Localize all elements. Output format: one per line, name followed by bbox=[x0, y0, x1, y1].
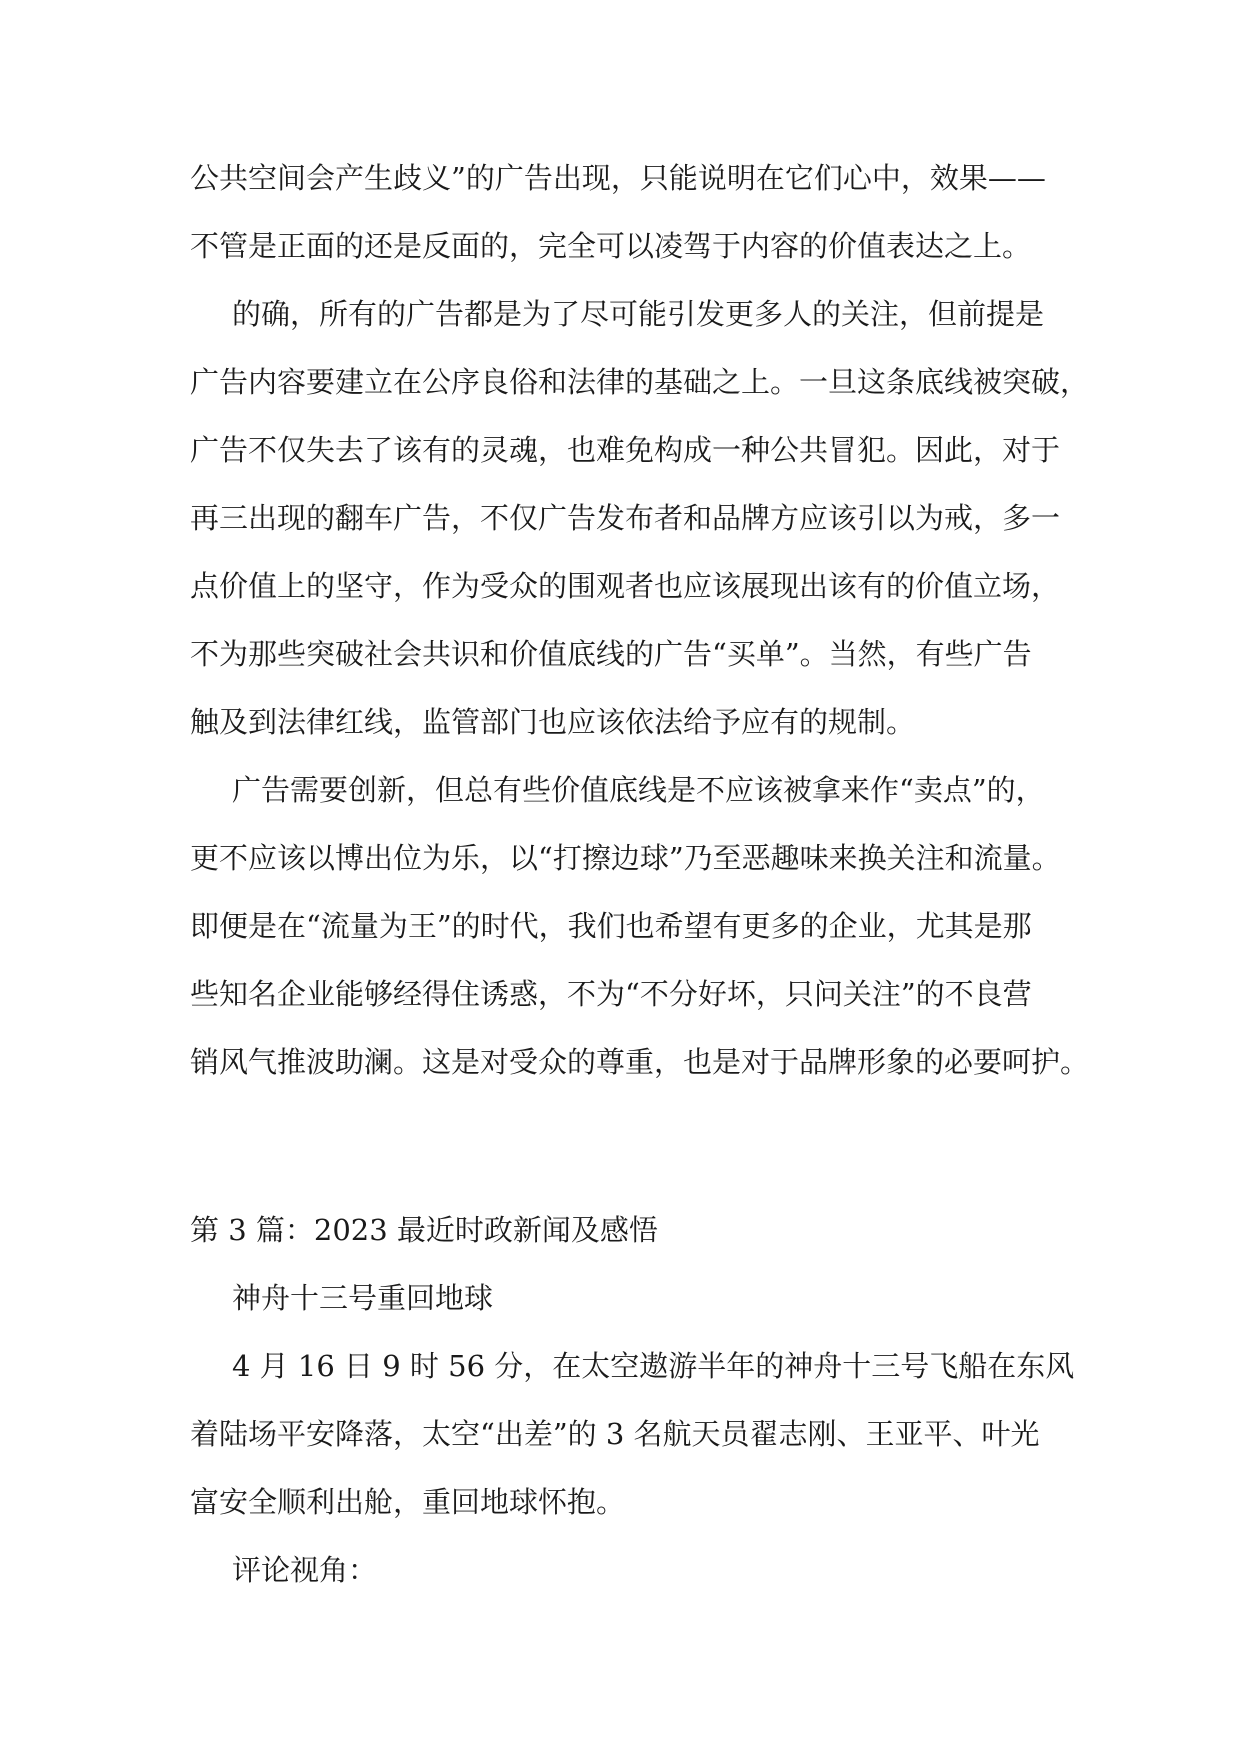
paragraph-2-line-2: 广告内容要建立在公序良俗和法律的基础之上。一旦这条底线被突破， bbox=[190, 365, 1090, 399]
paragraph-3-line-5: 销风气推波助澜。这是对受众的尊重，也是对于品牌形象的必要呵护。 bbox=[190, 1045, 1090, 1079]
paragraph-4-line-3: 富安全顺利出舱，重回地球怀抱。 bbox=[190, 1485, 626, 1519]
paragraph-3-line-2: 更不应该以博出位为乐，以“打擦边球”乃至恶趣味来换关注和流量。 bbox=[190, 841, 1061, 875]
paragraph-2-line-3: 广告不仅失去了该有的灵魂，也难免构成一种公共冒犯。因此，对于 bbox=[190, 433, 1061, 467]
paragraph-3-line-3: 即便是在“流量为王”的时代，我们也希望有更多的企业，尤其是那 bbox=[190, 909, 1032, 943]
paragraph-2-line-4: 再三出现的翻车广告，不仅广告发布者和品牌方应该引以为戒，多一 bbox=[190, 501, 1061, 535]
paragraph-1-line-2: 不管是正面的还是反面的，完全可以凌驾于内容的价值表达之上。 bbox=[190, 229, 1032, 263]
paragraph-2-line-7: 触及到法律红线，监管部门也应该依法给予应有的规制。 bbox=[190, 705, 916, 739]
paragraph-3-line-1: 广告需要创新，但总有些价值底线是不应该被拿来作“卖点”的， bbox=[232, 773, 1045, 807]
paragraph-2-line-5: 点价值上的坚守，作为受众的围观者也应该展现出该有的价值立场， bbox=[190, 569, 1061, 603]
paragraph-4-line-2: 着陆场平安降落，太空“出差”的 3 名航天员翟志刚、王亚平、叶光 bbox=[190, 1417, 1040, 1451]
paragraph-2-line-6: 不为那些突破社会共识和价值底线的广告“买单”。当然，有些广告 bbox=[190, 637, 1032, 671]
paragraph-4-line-1: 4 月 16 日 9 时 56 分，在太空遨游半年的神舟十三号飞船在东风 bbox=[232, 1349, 1075, 1383]
comment-label: 评论视角： bbox=[232, 1553, 378, 1587]
paragraph-3-line-4: 些知名企业能够经得住诱惑，不为“不分好坏，只问关注”的不良营 bbox=[190, 977, 1032, 1011]
news-title: 神舟十三号重回地球 bbox=[232, 1281, 494, 1315]
paragraph-1-line-1: 公共空间会产生歧义”的广告出现，只能说明在它们心中，效果—— bbox=[190, 161, 1046, 195]
section-heading: 第 3 篇：2023 最近时政新闻及感悟 bbox=[190, 1213, 658, 1247]
paragraph-2-line-1: 的确，所有的广告都是为了尽可能引发更多人的关注，但前提是 bbox=[232, 297, 1045, 331]
